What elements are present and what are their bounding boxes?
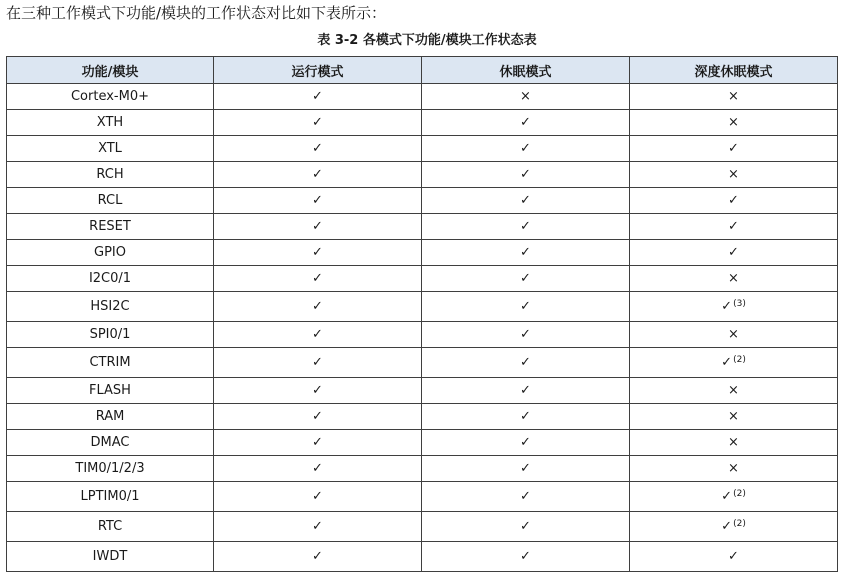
table-row	[7, 162, 838, 188]
cell-sleep-mode	[422, 378, 630, 404]
status-mark: ✓	[520, 519, 531, 534]
function-module-label: Cortex-M0+	[70, 89, 149, 104]
function-module-label: TIM0/1/2/3	[75, 461, 145, 476]
function-module-label: RAM	[95, 409, 125, 424]
cell-function-module	[7, 240, 214, 266]
table-row	[7, 322, 838, 348]
function-module-label: CTRIM	[89, 355, 131, 370]
cell-deep-sleep-mode	[630, 214, 838, 240]
table-row	[7, 456, 838, 482]
mode-status-table	[6, 56, 838, 572]
cell-deep-sleep-mode	[630, 404, 838, 430]
cell-sleep-mode	[422, 214, 630, 240]
cell-deep-sleep-mode	[630, 188, 838, 214]
header-run-mode: 运行模式	[214, 57, 422, 84]
table-row	[7, 84, 838, 110]
cell-deep-sleep-mode	[630, 266, 838, 292]
cell-sleep-mode	[422, 542, 630, 572]
status-mark: ✓	[312, 115, 323, 130]
cell-sleep-mode	[422, 240, 630, 266]
table-row	[7, 482, 838, 512]
status-mark: ✓	[520, 115, 531, 130]
cell-sleep-mode	[422, 188, 630, 214]
status-mark: ✓	[312, 519, 323, 534]
status-mark: ✓	[520, 409, 531, 424]
status-mark: ✓	[520, 461, 531, 476]
cell-run-mode	[214, 136, 422, 162]
cell-function-module	[7, 348, 214, 378]
cell-sleep-mode	[422, 512, 630, 542]
cell-function-module	[7, 110, 214, 136]
cell-deep-sleep-mode	[630, 512, 838, 542]
status-mark: ×	[728, 461, 739, 476]
status-mark: ✓	[721, 355, 733, 370]
footnote-marker: (2)	[733, 519, 746, 529]
cell-function-module	[7, 266, 214, 292]
cell-run-mode	[214, 84, 422, 110]
footnote-marker: (2)	[733, 355, 746, 365]
cell-sleep-mode	[422, 348, 630, 378]
status-mark: ✓	[312, 489, 323, 504]
status-mark: ×	[728, 115, 739, 130]
cell-deep-sleep-mode	[630, 348, 838, 378]
cell-deep-sleep-mode	[630, 84, 838, 110]
cell-sleep-mode	[422, 322, 630, 348]
cell-deep-sleep-mode	[630, 456, 838, 482]
cell-run-mode	[214, 512, 422, 542]
cell-sleep-mode	[422, 162, 630, 188]
cell-deep-sleep-mode	[630, 136, 838, 162]
table-row	[7, 512, 838, 542]
status-mark: ✓	[721, 299, 733, 314]
cell-function-module	[7, 456, 214, 482]
function-module-label: RESET	[89, 219, 131, 234]
cell-sleep-mode	[422, 482, 630, 512]
status-mark: ✓	[728, 141, 739, 156]
function-module-label: DMAC	[90, 435, 130, 450]
status-mark: ✓	[312, 167, 323, 182]
status-mark: ✓	[520, 435, 531, 450]
cell-run-mode	[214, 322, 422, 348]
cell-run-mode	[214, 348, 422, 378]
status-mark: ✓	[728, 193, 739, 208]
cell-run-mode	[214, 214, 422, 240]
function-module-label: RCL	[97, 193, 123, 208]
status-mark: ✓	[520, 219, 531, 234]
cell-sleep-mode	[422, 266, 630, 292]
cell-function-module	[7, 378, 214, 404]
status-mark: ✓	[520, 383, 531, 398]
cell-function-module	[7, 512, 214, 542]
function-module-label: IWDT	[92, 549, 128, 564]
status-mark: ✓	[721, 489, 733, 504]
cell-run-mode	[214, 292, 422, 322]
status-mark: ✓	[312, 383, 323, 398]
status-mark: ✓	[312, 193, 323, 208]
cell-function-module	[7, 136, 214, 162]
intro-text: 在三种工作模式下功能/模块的工作状态对比如下表所示：	[6, 4, 387, 22]
status-mark: ✓	[312, 461, 323, 476]
status-mark: ✓	[520, 271, 531, 286]
table-row	[7, 240, 838, 266]
status-mark: ×	[728, 409, 739, 424]
cell-deep-sleep-mode	[630, 162, 838, 188]
status-mark: ✓	[520, 193, 531, 208]
table-row	[7, 542, 838, 572]
table-row	[7, 188, 838, 214]
status-mark: ×	[728, 327, 739, 342]
status-mark: ✓	[312, 435, 323, 450]
status-mark: ✓	[312, 219, 323, 234]
header-function-module: 功能/模块	[7, 57, 214, 84]
function-module-label: RCH	[96, 167, 124, 182]
table-body	[7, 84, 838, 572]
cell-deep-sleep-mode	[630, 482, 838, 512]
cell-deep-sleep-mode	[630, 292, 838, 322]
status-mark: ×	[728, 167, 739, 182]
table-row	[7, 404, 838, 430]
status-mark: ✓	[312, 549, 323, 564]
cell-sleep-mode	[422, 110, 630, 136]
cell-sleep-mode	[422, 456, 630, 482]
table-row	[7, 292, 838, 322]
cell-run-mode	[214, 378, 422, 404]
cell-deep-sleep-mode	[630, 240, 838, 266]
cell-sleep-mode	[422, 84, 630, 110]
cell-run-mode	[214, 266, 422, 292]
status-mark: ✓	[312, 299, 323, 314]
function-module-label: SPI0/1	[89, 327, 131, 342]
header-sleep-mode: 休眠模式	[422, 57, 630, 84]
table-header-row	[7, 57, 838, 84]
status-mark: ×	[728, 271, 739, 286]
status-mark: ✓	[520, 327, 531, 342]
cell-deep-sleep-mode	[630, 322, 838, 348]
cell-run-mode	[214, 110, 422, 136]
function-module-label: XTH	[96, 115, 124, 130]
status-mark: ✓	[520, 141, 531, 156]
function-module-label: GPIO	[94, 245, 126, 260]
function-module-label: HSI2C	[90, 299, 130, 314]
table-row	[7, 214, 838, 240]
cell-function-module	[7, 430, 214, 456]
footnote-marker: (3)	[733, 299, 746, 309]
table-row	[7, 378, 838, 404]
table-row	[7, 110, 838, 136]
cell-deep-sleep-mode	[630, 430, 838, 456]
status-mark: ✓	[728, 549, 739, 564]
cell-sleep-mode	[422, 404, 630, 430]
status-mark: ×	[728, 435, 739, 450]
table-row	[7, 430, 838, 456]
cell-function-module	[7, 84, 214, 110]
cell-run-mode	[214, 482, 422, 512]
cell-run-mode	[214, 456, 422, 482]
function-module-label: XTL	[98, 141, 122, 156]
status-mark: ✓	[312, 271, 323, 286]
status-mark: ✓	[312, 245, 323, 260]
table-row	[7, 348, 838, 378]
cell-deep-sleep-mode	[630, 542, 838, 572]
status-mark: ✓	[520, 355, 531, 370]
function-module-label: FLASH	[89, 383, 131, 398]
table-row	[7, 136, 838, 162]
status-mark: ✓	[520, 489, 531, 504]
cell-deep-sleep-mode	[630, 378, 838, 404]
status-mark: ✓	[728, 245, 739, 260]
cell-function-module	[7, 292, 214, 322]
status-mark: ✓	[520, 299, 531, 314]
header-deep-sleep-mode: 深度休眠模式	[630, 57, 838, 84]
status-mark: ✓	[520, 245, 531, 260]
status-mark: ✓	[520, 167, 531, 182]
cell-deep-sleep-mode	[630, 110, 838, 136]
cell-run-mode	[214, 430, 422, 456]
cell-function-module	[7, 322, 214, 348]
status-mark: ✓	[312, 327, 323, 342]
cell-function-module	[7, 542, 214, 572]
function-module-label: I2C0/1	[88, 271, 132, 286]
cell-function-module	[7, 404, 214, 430]
status-mark: ✓	[728, 219, 739, 234]
status-mark: ✓	[312, 355, 323, 370]
function-module-label: LPTIM0/1	[80, 489, 140, 504]
status-mark: ✓	[312, 89, 323, 104]
cell-run-mode	[214, 404, 422, 430]
cell-run-mode	[214, 240, 422, 266]
cell-function-module	[7, 162, 214, 188]
cell-function-module	[7, 188, 214, 214]
cell-function-module	[7, 214, 214, 240]
cell-function-module	[7, 482, 214, 512]
function-module-label: RTC	[97, 519, 123, 534]
status-mark: ×	[728, 383, 739, 398]
cell-run-mode	[214, 162, 422, 188]
footnote-marker: (2)	[733, 489, 746, 499]
status-mark: ×	[520, 89, 531, 104]
status-mark: ✓	[312, 141, 323, 156]
status-mark: ✓	[721, 519, 733, 534]
cell-sleep-mode	[422, 136, 630, 162]
status-mark: ✓	[520, 549, 531, 564]
cell-sleep-mode	[422, 430, 630, 456]
cell-sleep-mode	[422, 292, 630, 322]
cell-run-mode	[214, 542, 422, 572]
status-mark: ×	[728, 89, 739, 104]
table-caption: 表 3-2 各模式下功能/模块工作状态表	[317, 33, 537, 48]
status-mark: ✓	[312, 409, 323, 424]
cell-run-mode	[214, 188, 422, 214]
table-row	[7, 266, 838, 292]
